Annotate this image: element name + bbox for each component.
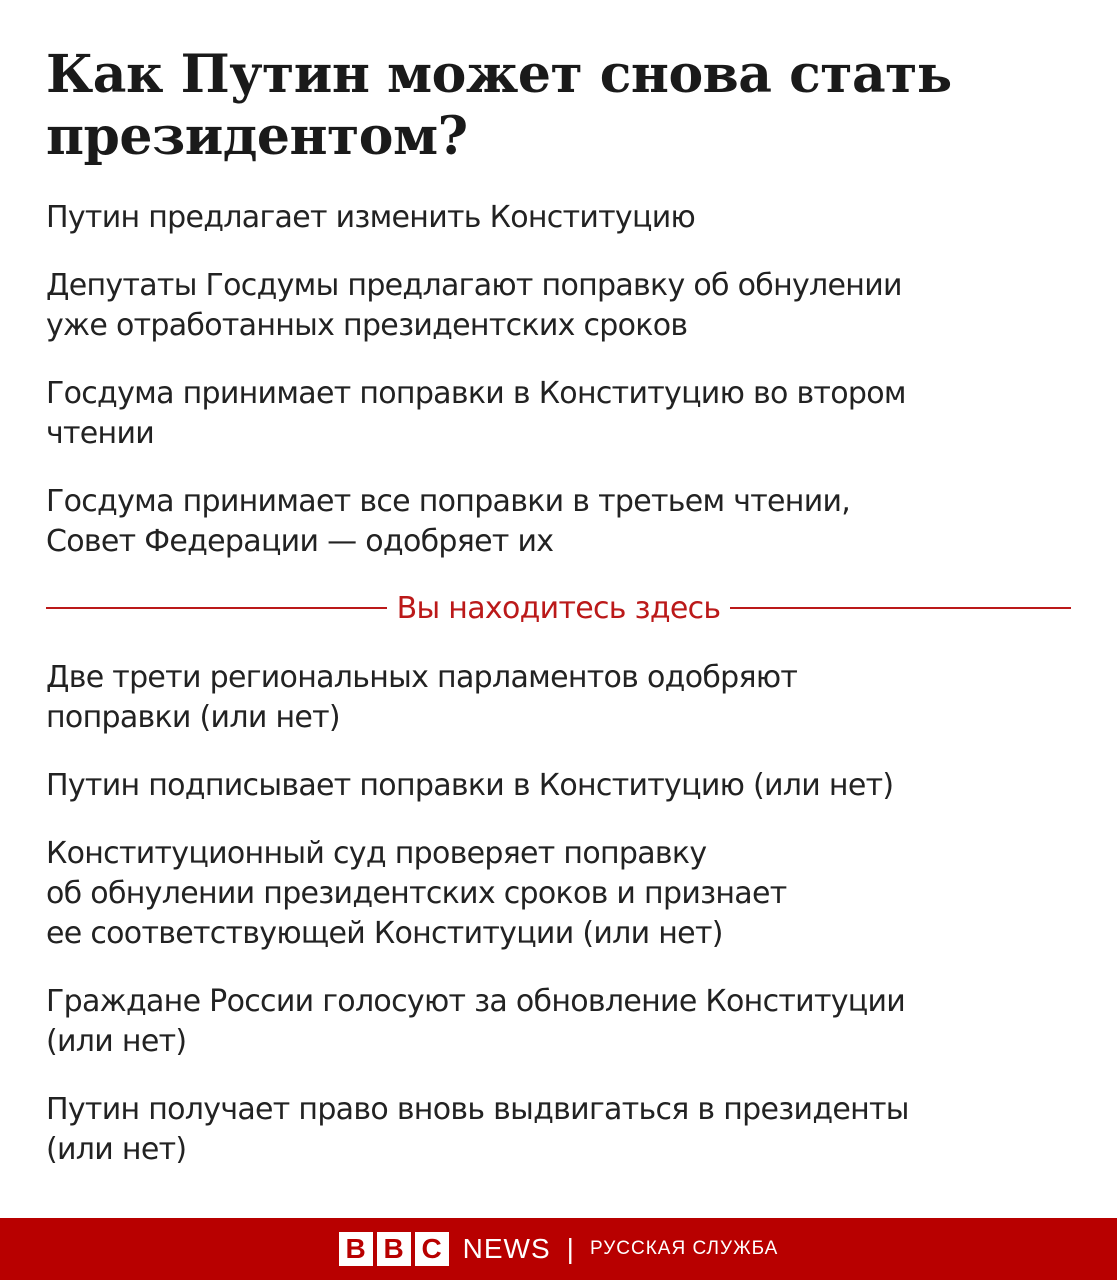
step-item: Депутаты Госдумы предлагают поправку об обнулении уже отработанных президентских сроков — [46, 268, 902, 343]
step-item: Госдума принимает все поправки в третьем чтении, Совет Федерации — одобряет их — [46, 484, 851, 559]
marker-line-right — [730, 607, 1071, 609]
step-item: Путин предлагает изменить Конституцию — [46, 200, 696, 235]
step-item: Граждане России голосуют за обновление Конституции (или нет) — [46, 984, 906, 1059]
steps-pending-list — [46, 658, 1076, 1198]
bbc-logo-block: C — [415, 1232, 449, 1266]
bbc-logo — [339, 1232, 449, 1266]
service-name: РУССКАЯ СЛУЖБА — [589, 1238, 779, 1259]
footer-divider: | — [566, 1233, 574, 1264]
step-item: Путин получает право вновь выдвигаться в президенты (или нет) — [46, 1092, 909, 1167]
bbc-logo-block: B — [377, 1232, 411, 1266]
you-are-here-label: Вы находитесь здесь — [396, 590, 721, 626]
news-wordmark: NEWS — [462, 1233, 551, 1264]
step-item: Две трети региональных парламентов одобряют поправки (или нет) — [46, 660, 798, 735]
footer-bar — [0, 1218, 1117, 1280]
step-item: Конституционный суд проверяет поправку об обнулении президентских сроков и признает ее соответствующей Конституции (или нет) — [46, 836, 787, 951]
step-item: Госдума принимает поправки в Конституцию во втором чтении — [46, 376, 906, 451]
steps-completed-list — [46, 198, 1076, 590]
step-item: Путин подписывает поправки в Конституцию (или нет) — [46, 768, 894, 803]
you-are-here-marker — [46, 588, 1071, 628]
marker-line-left — [46, 607, 387, 609]
page-title: Как Путин может снова стать президентом? — [46, 44, 952, 167]
bbc-logo-block: B — [339, 1232, 373, 1266]
